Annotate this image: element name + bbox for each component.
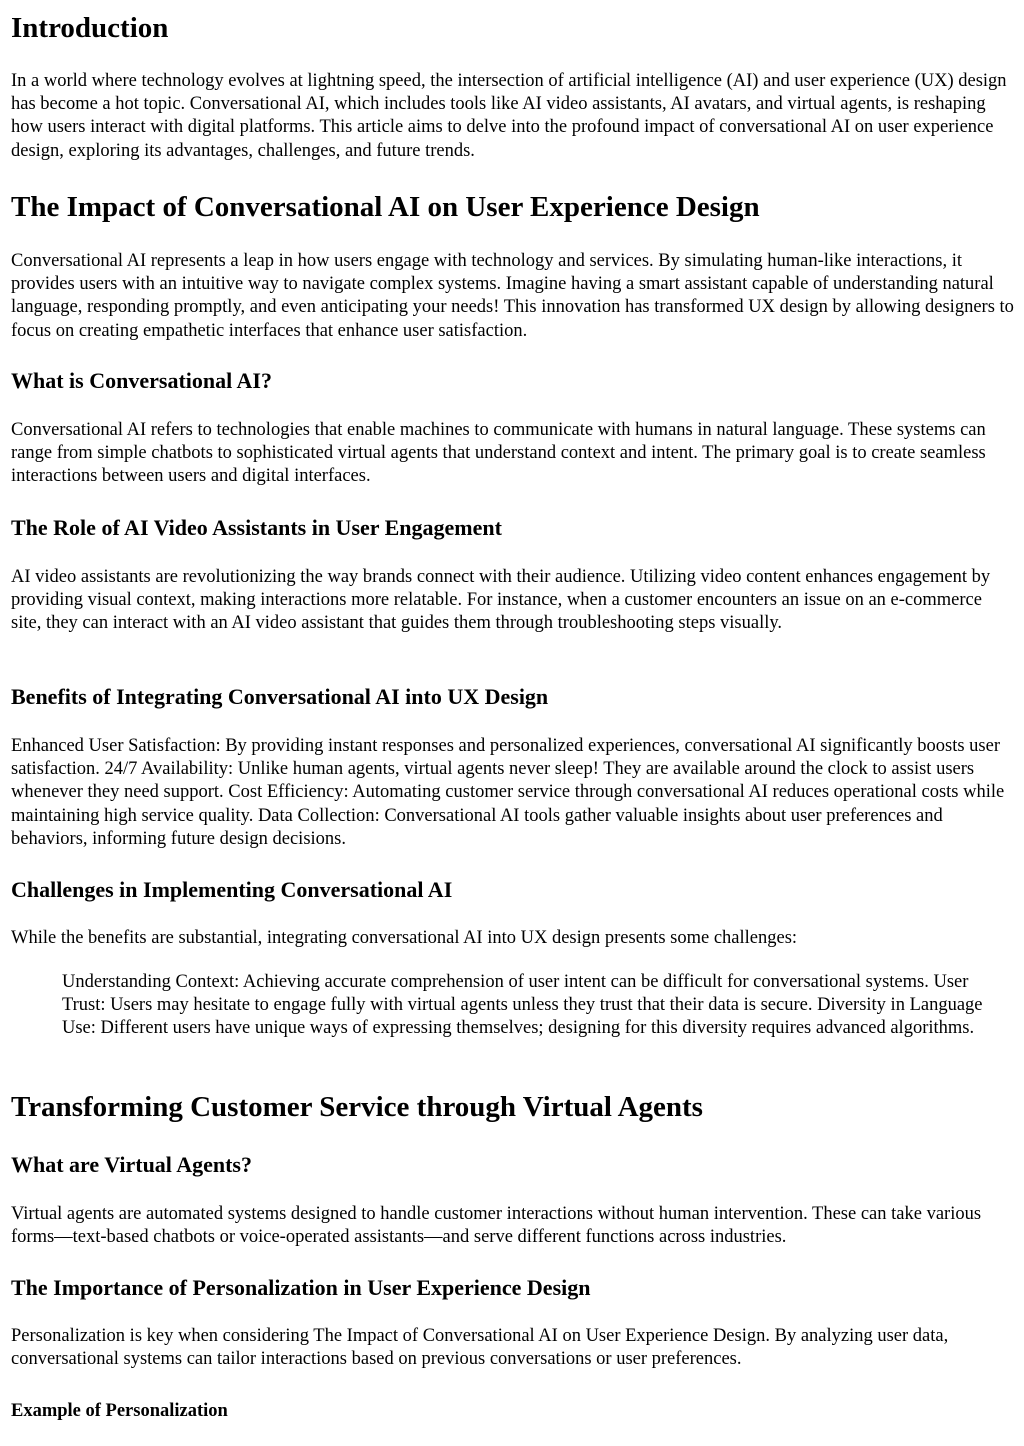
video-paragraph: AI video assistants are revolutionizing the way brands connect with their audience. Utilizing video content enhances engagement by providing visual context, making interactions more relatable. For instance, when a customer encounters an issue on an e-commerce site, they can interact with an AI video assistant that guides them through troubleshooting steps visually. [11, 567, 991, 634]
what-is-paragraph: Conversational AI refers to technologies that enable machines to communicate with humans in natural language. These systems can range from simple chatbots to sophisticated virtual agents that understand context and intent. The primary goal is to create seamless interactions between users and digital interfaces. [11, 420, 986, 487]
transform-heading: Transforming Customer Service through Virtual Agents [11, 1091, 703, 1123]
personalization-heading: The Importance of Personalization in User Experience Design [11, 1275, 591, 1300]
impact-heading: The Impact of Conversational AI on User Experience Design [11, 191, 760, 223]
benefits-heading: Benefits of Integrating Conversational AI into UX Design [11, 684, 549, 709]
challenges-heading: Challenges in Implementing Conversational AI [11, 877, 453, 902]
intro-heading: Introduction [11, 12, 169, 44]
benefits-paragraph: Enhanced User Satisfaction: By providing instant responses and personalized experiences, conversational AI significantly boosts user satisfaction. 24/7 Availability: Unlike human agents, virtual agents never sleep! They are available around the clock to assist users whenever they need support. Cost Efficiency: Automating customer service through conversational AI reduces operational costs while maintaining high service quality. Data Collection: Conversational AI tools gather valuable insights about user preferences and behaviors, informing future design decisions. [11, 736, 1005, 849]
what-is-heading: What is Conversational AI? [11, 368, 272, 393]
virtual-agents-paragraph: Virtual agents are automated systems designed to handle customer interactions without human intervention. These can take various forms—text-based chatbots or voice-operated assistants—and serve different functions across industries. [11, 1204, 982, 1248]
intro-paragraph: In a world where technology evolves at lightning speed, the intersection of artificial intelligence (AI) and user experience (UX) design has become a hot topic. Conversational AI, which includes tools like AI video assistants, AI avatars, and virtual agents, is reshaping how users interact with digital platforms. This article aims to delve into the profound impact of conversational AI on user experience design, exploring its advantages, challenges, and future trends. [11, 71, 1007, 161]
personalization-paragraph: Personalization is key when considering The Impact of Conversational AI on User Experience Design. By analyzing user data, conversational systems can tailor interactions based on previous conversations or user preferences. [11, 1326, 949, 1370]
challenges-quote: Understanding Context: Achieving accurate comprehension of user intent can be difficult for conversational systems. User Trust: Users may hesitate to engage fully with virtual agents unless they trust that their data is secure. Diversity in Language Use: Different users have unique ways of expressing themselves; designing for this diversity requires advanced algorithms. [62, 972, 983, 1039]
example-heading: Example of Personalization [11, 1401, 228, 1421]
impact-paragraph: Conversational AI represents a leap in how users engage with technology and services. By simulating human-like interactions, it provides users with an intuitive way to navigate complex systems. Imagine having a smart assistant capable of understanding natural language, responding promptly, and even anticipating your needs! This innovation has transformed UX design by allowing designers to focus on creating empathetic interfaces that enhance user satisfaction. [11, 251, 1014, 341]
challenges-paragraph: While the benefits are substantial, integrating conversational AI into UX design presents some challenges: [11, 928, 798, 948]
virtual-agents-heading: What are Virtual Agents? [11, 1152, 252, 1177]
video-heading: The Role of AI Video Assistants in User Engagement [11, 515, 502, 540]
